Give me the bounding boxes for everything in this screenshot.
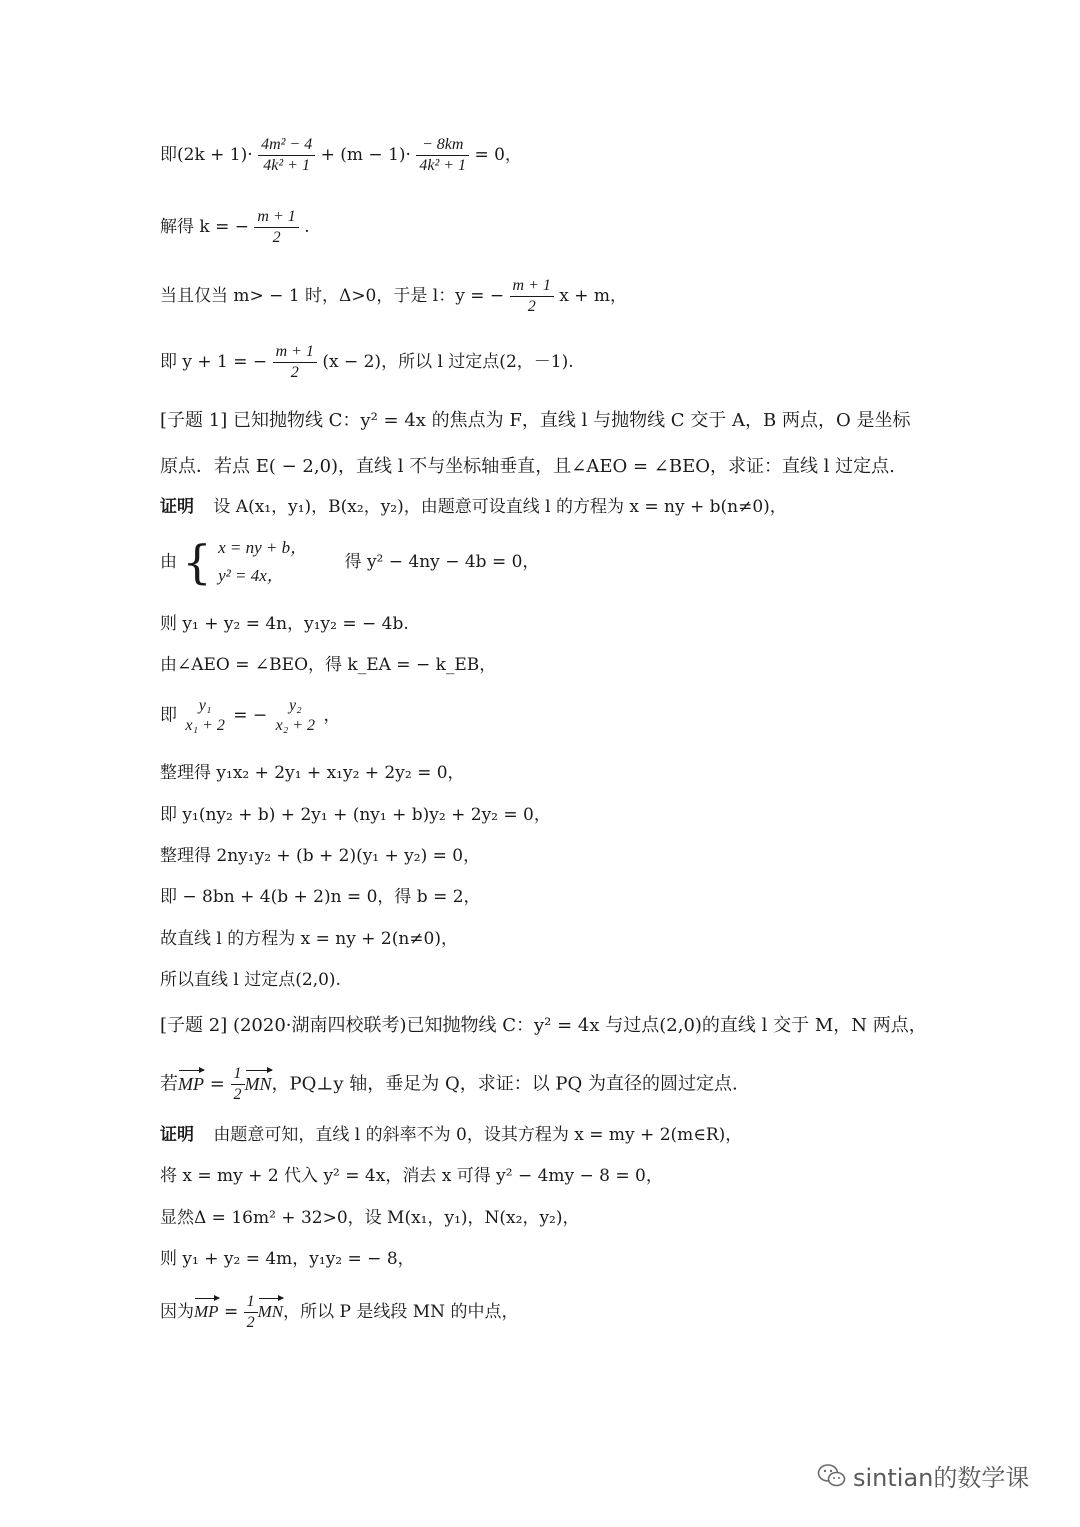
- eq-line-2: [160, 207, 310, 248]
- step-line: 所以直线 l 过定点(2,0).: [160, 970, 341, 990]
- text-segment: =: [204, 1073, 231, 1095]
- watermark-text: sintian的数学课: [853, 1464, 1030, 1492]
- fraction-numerator: 4m² − 4: [258, 135, 315, 156]
- fraction-denominator: 4k² + 1: [419, 157, 467, 174]
- step-line: 即 − 8bn + 4(b + 2)n = 0，得 b = 2，: [160, 887, 481, 907]
- text-segment: 得 y² − 4ny − 4b = 0，: [344, 552, 540, 572]
- vector-mn: MN: [244, 1073, 272, 1094]
- equation-system: [160, 534, 539, 590]
- step-line: 即 y₁(ny₂ + b) + 2y₁ + (ny₁ + b)y₂ + 2y₂ = 0，: [160, 805, 551, 825]
- fraction: [510, 276, 554, 317]
- fraction-denominator: x₁ + 2: [185, 717, 225, 734]
- fraction: [182, 696, 227, 736]
- text-segment: .: [304, 217, 310, 237]
- fraction: [258, 135, 315, 176]
- text-segment: 即: [160, 705, 177, 726]
- system-row: y² = 4x，: [218, 566, 284, 585]
- fraction-denominator: 2: [272, 229, 281, 246]
- text-segment: x + m，: [559, 286, 628, 306]
- fraction: [416, 135, 469, 176]
- left-brace: {: [182, 535, 212, 589]
- text-segment: 解得 k = −: [160, 217, 250, 237]
- text-segment: = −: [233, 705, 268, 726]
- subproblem-1-line-2: 原点．若点 E( − 2,0)，直线 l 不与坐标轴垂直，且∠AEO = ∠BEO，求证：直线 l 过定点.: [160, 456, 895, 477]
- fraction: [273, 696, 318, 736]
- text-segment: + (m − 1)·: [320, 145, 411, 165]
- eq-line-ratio: [160, 696, 340, 736]
- fraction-numerator: m + 1: [510, 276, 554, 297]
- fraction-numerator: m + 1: [254, 207, 298, 228]
- fraction-numerator: m + 1: [273, 342, 317, 363]
- text-segment: 即 y + 1 = −: [160, 352, 268, 372]
- text-segment: = 0，: [474, 145, 522, 165]
- step-line: 显然Δ = 16m² + 32>0，设 M(x₁，y₁)，N(x₂，y₂)，: [160, 1208, 580, 1228]
- step-line: 将 x = my + 2 代入 y² = 4x，消去 x 可得 y² − 4my − 8 = 0，: [160, 1166, 663, 1186]
- fraction-denominator: 2: [233, 1086, 242, 1103]
- vector-mp: MP: [178, 1073, 204, 1094]
- fraction-numerator: − 8km: [416, 135, 469, 156]
- text-segment: 即(2k + 1)·: [160, 145, 253, 165]
- text-segment: 由: [160, 552, 177, 572]
- text-segment: (x − 2)，所以 l 过定点(2，－1).: [322, 352, 574, 372]
- step-line: 故直线 l 的方程为 x = ny + 2(n≠0)，: [160, 929, 458, 949]
- system-rows: [218, 534, 307, 590]
- text-segment: 设 A(x₁，y₁)，B(x₂，y₂)，由题意可设直线 l 的方程为 x = ny + b(n≠0)，: [213, 497, 787, 517]
- text-segment: ，所以 P 是线段 MN 的中点，: [283, 1302, 519, 1322]
- vector-mn: MN: [257, 1302, 284, 1321]
- fraction-numerator: y₂: [288, 697, 302, 714]
- proof-label: 证明: [160, 1125, 194, 1145]
- subproblem-2-line-2: [160, 1064, 738, 1105]
- fraction: [231, 1064, 245, 1105]
- fraction-denominator: 2: [527, 298, 536, 315]
- eq-line-3: [160, 276, 627, 317]
- watermark: [817, 1458, 1029, 1493]
- fraction-denominator: 2: [246, 1314, 255, 1331]
- wechat-icon: [817, 1463, 847, 1489]
- fraction: [273, 342, 317, 383]
- fraction: [254, 207, 298, 248]
- fraction-denominator: 2: [290, 364, 299, 381]
- text-segment: 若: [160, 1073, 178, 1095]
- text-segment: =: [218, 1302, 244, 1322]
- vector-mp: MP: [194, 1302, 219, 1321]
- text-segment: 由题意可知，直线 l 的斜率不为 0，设其方程为 x = my + 2(m∈R)，: [213, 1125, 743, 1145]
- system-row: x = ny + b，: [218, 538, 308, 557]
- proof-2-intro: [160, 1124, 742, 1146]
- eq-line-midpoint: [160, 1292, 518, 1333]
- text-segment: 因为: [160, 1302, 194, 1322]
- step-line: 则 y₁ + y₂ = 4n，y₁y₂ = − 4b.: [160, 614, 409, 634]
- fraction-numerator: 1: [244, 1292, 258, 1313]
- text-segment: ，: [323, 705, 341, 726]
- eq-line-1: [160, 135, 522, 176]
- fraction-denominator: x₂ + 2: [275, 717, 316, 734]
- subproblem-1-line-1: [子题 1] 已知抛物线 C：y² = 4x 的焦点为 F，直线 l 与抛物线 C 交于 A，B 两点，O 是坐标: [160, 410, 911, 431]
- step-line: 则 y₁ + y₂ = 4m，y₁y₂ = − 8，: [160, 1249, 415, 1269]
- fraction-numerator: y₁: [198, 697, 212, 714]
- fraction: [244, 1292, 258, 1333]
- text-segment: ，PQ⊥y 轴，垂足为 Q，求证：以 PQ 为直径的圆过定点.: [271, 1073, 738, 1095]
- text-segment: 当且仅当 m> − 1 时，Δ>0，于是 l：y = −: [160, 286, 505, 306]
- step-line: 由∠AEO = ∠BEO，得 k_EA = − k_EB，: [160, 655, 497, 675]
- proof-label: 证明: [160, 497, 194, 517]
- step-line: 整理得 y₁x₂ + 2y₁ + x₁y₂ + 2y₂ = 0，: [160, 763, 465, 783]
- fraction-numerator: 1: [231, 1064, 245, 1085]
- proof-1-intro: [160, 496, 787, 518]
- subproblem-2-line-1: [子题 2] (2020·湖南四校联考)已知抛物线 C：y² = 4x 与过点(2,0)的直线 l 交于 M，N 两点，: [160, 1015, 927, 1036]
- eq-line-4: [160, 342, 574, 383]
- step-line: 整理得 2ny₁y₂ + (b + 2)(y₁ + y₂) = 0，: [160, 846, 481, 866]
- fraction-denominator: 4k² + 1: [263, 157, 310, 174]
